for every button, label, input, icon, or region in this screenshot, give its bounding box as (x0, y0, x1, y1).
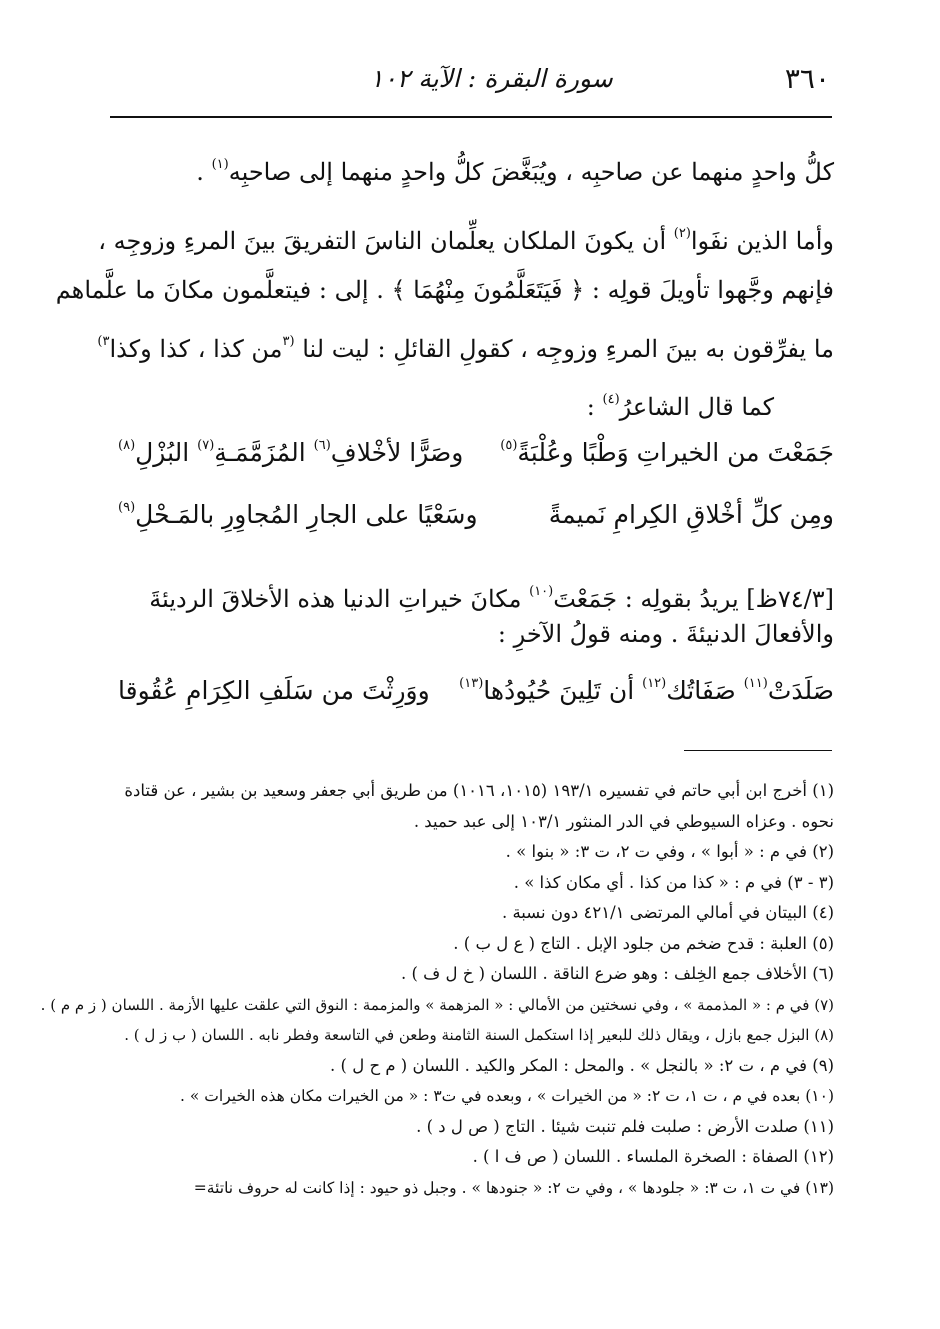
verse-text: المُزَمَّمَـةِ (214, 438, 314, 467)
footnote: (٩) في م ، ت ٢: « بالنجل » . والمحل : المكر والكيد . اللسان ( م ح ل ) . (330, 1055, 834, 1075)
footnote: (١٢) الصفاة : الصخرة الملساء . اللسان ( ص ف ا ) . (472, 1147, 834, 1166)
footnote: (٧) في م : « المذممة » ، وفي نسختين من الأمالي : « المزهمة » والمزممة : النوق التي علقت عليها الأزمة . اللسان ( ز م م ) . (40, 995, 834, 1014)
footnote: (٤) البيتان في أمالي المرتضى ٤٢١/١ دون نسبة . (501, 903, 834, 922)
body-text: [٧٤/٣ظ] يريدُ بقولِه : جَمَعْتَ (553, 585, 834, 613)
footnote-ref: (٥) (500, 438, 518, 453)
verse-first-hemistich (500, 438, 834, 467)
poem-verse (108, 438, 834, 486)
footnote-ref: (١٣) (459, 676, 484, 691)
body-text: . (196, 158, 212, 186)
page-number: ٣٦٠ (784, 62, 830, 95)
quran-quote: ﴿ فَيَتَعَلَّمُونَ مِنْهُمَا ﴾ (391, 276, 585, 304)
body-text: ما يفرِّقون به بينَ المرءِ وزوجِه ، كقولِ القائلِ : ليت لنا (294, 335, 834, 363)
verse-text: وصَرًّا لأخْلافِ (330, 438, 464, 467)
footnote: (٦) الأخلاف جمع الخِلف : وهو ضرع الناقة . اللسان ( خ ل ف ) . (400, 964, 834, 983)
body-text: كلُّ واحدٍ منهما عن صاحبِه ، ويُبَغَّضَ كلُّ واحدٍ منهما إلى صاحبِه (228, 158, 834, 186)
verse-text: صَفَاتُك (666, 676, 744, 705)
verse-second-hemistich (118, 676, 430, 705)
verse-text: جَمَعْتَ من الخيراتِ وَطْبًا وعُلْبَةً (517, 438, 834, 467)
footnote-ref: (١٠) (529, 584, 554, 599)
footnote: (٥) العلبة : قدح ضخم من جلود الإبل . التاج ( ع ل ب ) . (453, 933, 834, 953)
footnote-ref: (١٢) (642, 676, 667, 691)
footnote-ref: (٣ (282, 334, 295, 349)
body-text: من كذا ، كذا وكذا (109, 335, 283, 363)
footnote: (١٣) في ت ١، ت ٣: « جلودها » ، وفي ت ٢: « جنودها » . وجبل ذو حيود : إذا كانت له حروف ناتئة= (193, 1178, 834, 1197)
header-rule (110, 116, 832, 118)
footnote: (٢) في م : « أبوا » ، وفي ت ٢، ت ٣: « بنوا » . (505, 842, 834, 861)
footnote: (١١) صلدت الأرض : صلبت فلم تنبت شيئا . التاج ( ص ل د ) . (416, 1116, 834, 1136)
body-text: وأما الذين نفَوا (690, 227, 834, 255)
poem-verse (108, 500, 834, 548)
verse-text: البُزْلِ (135, 438, 198, 467)
verse-second-hemistich (118, 438, 463, 467)
footnote-ref: (٤) (602, 392, 620, 407)
verse-first-hemistich (549, 500, 834, 529)
body-text: أن يكونَ الملكان يعلِّمان الناسَ التفريقَ بينَ المرءِ وزوجِه ، (98, 227, 674, 255)
verse-text: صَلَدَتْ (767, 676, 834, 705)
poem-verse (108, 676, 834, 724)
footnotes (40, 776, 834, 1203)
verse-first-hemistich (459, 676, 834, 705)
body-line (108, 612, 834, 656)
footnote-separator (684, 750, 832, 751)
footnote: (١) أخرج ابن أبي حاتم في تفسيره ١٩٣/١ (١٠١٥، ١٠١٦) من طريق أبي جعفر وسعيد بن بشير ، عن قتادة نحوه . وعزاه السيوطي في الدر المنثور ١٠٣/١ إلى عبد حميد . (124, 781, 834, 831)
footnote-ref: (٨) (118, 438, 136, 453)
verse-text: ومِن كلِّ أخْلاقِ الكِرامِ نَميمةً (548, 500, 834, 529)
body-line (48, 378, 774, 429)
body-text: . إلى : فيتعلَّمون مكانَ ما علَّماهم (55, 276, 392, 304)
footnote-ref: (٦) (313, 438, 331, 453)
body-line (97, 320, 834, 371)
footnote-ref: ٣) (97, 334, 110, 349)
verse-text: وسَعْيًا على الجارِ المُجاوِرِ بالمَـحْلِ (135, 500, 478, 529)
body-text: مكانَ خيراتِ الدنيا هذه الأخلاقَ الرديئةَ (149, 585, 530, 613)
verse-second-hemistich (118, 500, 478, 529)
footnote-ref: (٩) (118, 500, 136, 515)
body-text: : (586, 393, 603, 421)
footnote: (٣ - ٣) في م : « كذا من كذا . أي مكان كذا » . (513, 872, 834, 892)
footnote: (١٠) بعده في م ، ت ١، ت ٢: « من الخيرات » ، وبعده في ت٣ : « من الخيرات مكان هذه الخيرات » . (180, 1087, 834, 1105)
footnote: (٨) البزل جمع بازل ، ويقال ذلك للبعير إذا استكمل السنة الثامنة وطعن في التاسعة وفطر نابه . اللسان ( ب ز ل ) . (124, 1026, 834, 1044)
verse-text: أن تَلِينَ حُيُودُها (483, 676, 643, 705)
body-line (55, 268, 834, 312)
body-line (108, 143, 834, 194)
body-text: كما قال الشاعرُ (619, 393, 774, 421)
footnote-ref: (٧) (197, 438, 215, 453)
footnote-ref: (٢) (673, 226, 691, 241)
body-line (98, 212, 834, 263)
page-header (110, 58, 830, 102)
running-title: سورة البقرة : الآية ١٠٢ (370, 64, 613, 93)
verse-text: ووَرِثْتَ من سَلَفِ الكِرَامِ عُقُوقا (118, 676, 430, 705)
footnote-ref: (١) (211, 157, 229, 172)
footnote-ref: (١١) (743, 676, 768, 691)
body-text: فإنهم وجَّهوا تأويلَ قولِه : (584, 276, 834, 304)
body-text: والأفعالَ الدنيئةَ . ومنه قولُ الآخرِ : (497, 620, 834, 648)
